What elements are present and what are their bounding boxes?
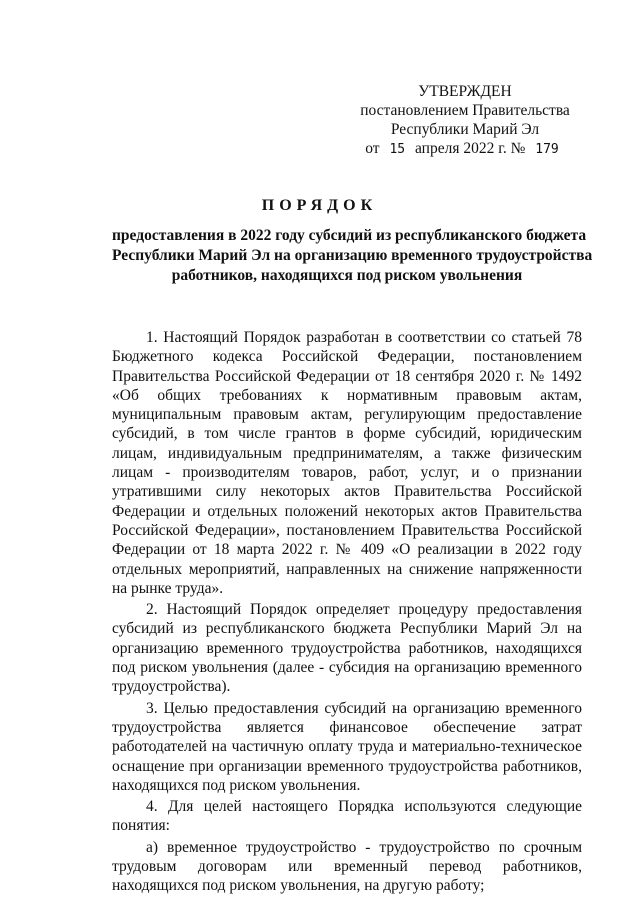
date-text: апреля 2022 г. № (415, 140, 526, 157)
subtitle-line-2: Республики Марий Эл на организацию временного трудоустройства (112, 247, 593, 264)
paragraph-3: 3. Целью предоставления субсидий на организацию временного трудоустройства является финансовое обеспечение затрат работодателей на частичную оплату труда и материально-техническое оснащение при организации временного трудоустройства работников, находящихся под риском увольнения. (112, 699, 582, 794)
approval-line-3: Республики Марий Эл (390, 121, 540, 138)
document-body (112, 328, 582, 898)
approval-heading: УТВЕРЖДЕН (418, 83, 512, 100)
subtitle-line-3: работников, находящихся под риском увольнения (171, 267, 523, 284)
date-day: 15 (389, 142, 406, 157)
paragraph-1: 1. Настоящий Порядок разработан в соответствии со статьей 78 Бюджетного кодекса Российской Федерации, постановлением Правительства Российской Федерации от 18 сентября 2020 г. № 1492 «Об общих требованиях к нормативным правовым актам, муниципальным правовым актам, регулирующим предоставление субсидий, в том числе грантов в форме субсидий, юридическим лицам, индивидуальным предпринимателям, а также физическим лицам - производителям товаров, работ, услуг, и о признании утратившими силу некоторых актов Правительства Российской Федерации и отдельных положений некоторых актов Правительства Российской Федерации», постановлением Правительства Российской Федерации от 18 марта 2022 г. № 409 «О реализации в 2022 году отдельных мероприятий, направленных на снижение напряженности на рынке труда». (112, 329, 582, 597)
subtitle-line-1: предоставления в 2022 году субсидий из республиканского бюджета (112, 227, 587, 244)
approval-line-2: постановлением Правительства (360, 102, 570, 119)
document-subtitle (112, 226, 593, 286)
document-title: ПОРЯДОК (261, 197, 378, 214)
document-number: 179 (535, 142, 559, 157)
paragraph-2: 2. Настоящий Порядок определяет процедуру предоставления субсидий из республиканского бюджета Республики Марий Эл на организацию временного трудоустройства работников, находящихся под риском увольнения (далее - субсидия на организацию временного трудоустройства). (112, 601, 582, 696)
paragraph-4a: а) временное трудоустройство - трудоустройство по срочным трудовым договорам или временный перевод работников, находящихся под риском увольнения, на другую работу; (112, 838, 582, 895)
paragraph-4: 4. Для целей настоящего Порядка используются следующие понятия: (112, 798, 582, 835)
approval-stamp (340, 82, 590, 159)
approval-date-line (340, 139, 590, 159)
date-prefix: от (365, 140, 380, 157)
